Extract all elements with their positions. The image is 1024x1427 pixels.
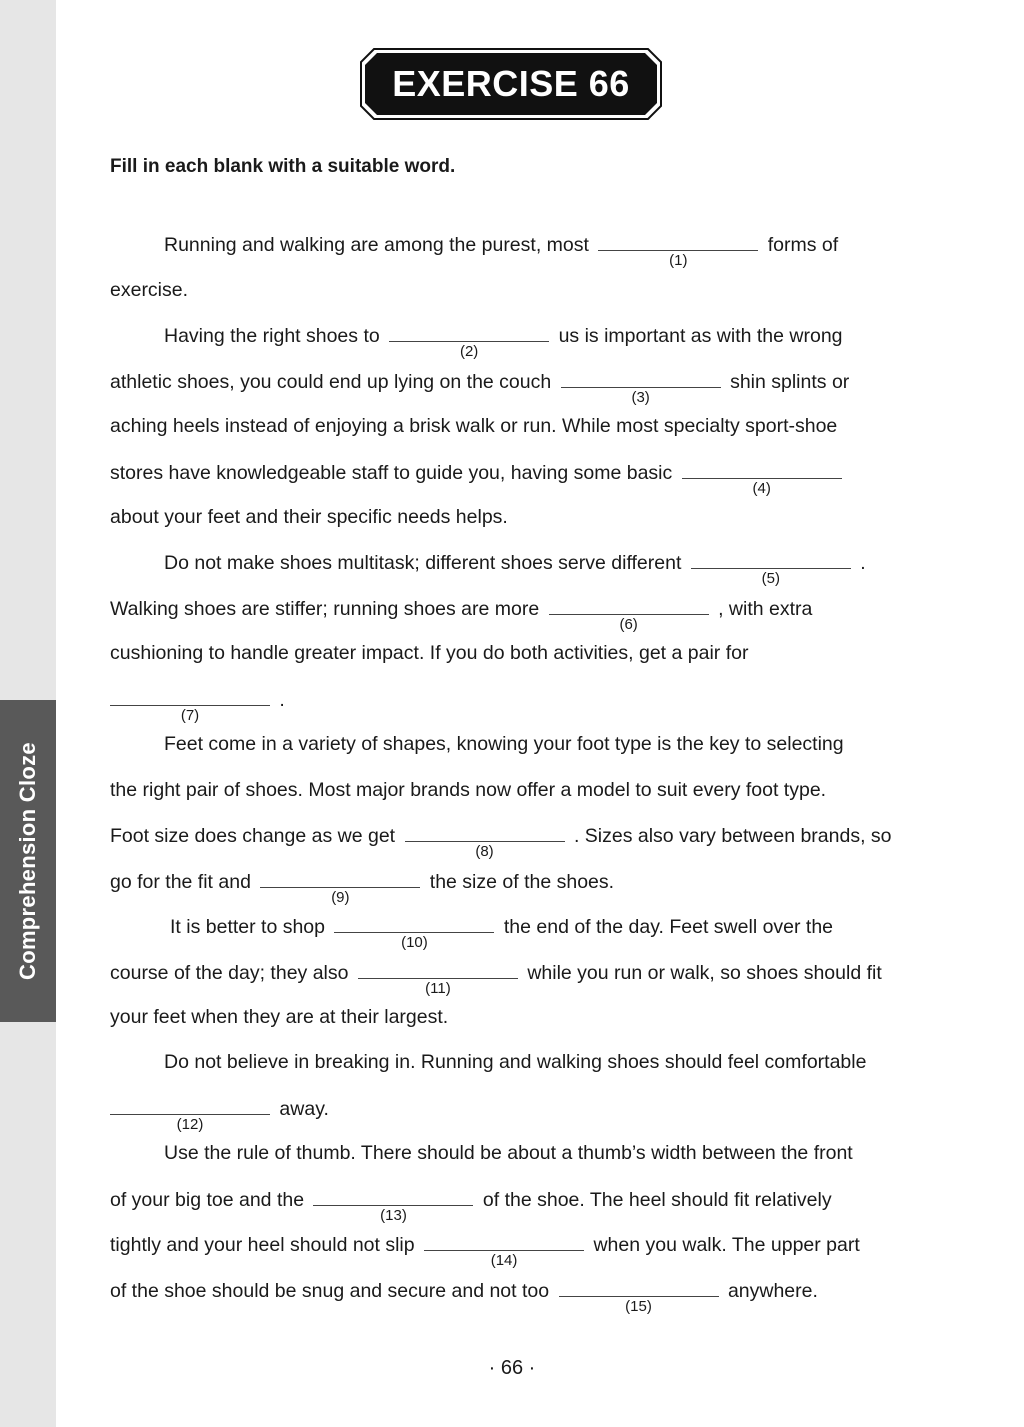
blank-number: (12) xyxy=(176,1116,204,1133)
text-line xyxy=(170,912,914,951)
section-tab-label: Comprehension Cloze xyxy=(15,742,40,980)
text-segment: . Sizes also vary between brands, so xyxy=(573,825,892,847)
text-segment: the end of the day. Feet swell over the xyxy=(503,916,834,938)
blank-number: (14) xyxy=(490,1252,518,1269)
blank-9[interactable] xyxy=(260,867,420,906)
text-segment: athletic shoes, you could end up lying on the couch xyxy=(110,371,552,393)
blank-4[interactable] xyxy=(682,458,842,497)
blank-13[interactable] xyxy=(313,1185,473,1224)
text-line: the right pair of shoes. Most major brands now offer a model to suit every foot type. xyxy=(110,779,827,801)
blank-14[interactable] xyxy=(424,1230,584,1269)
blank-number: (7) xyxy=(180,707,200,724)
text-segment: stores have knowledgeable staff to guide you, having some basic xyxy=(110,462,673,484)
text-line xyxy=(110,958,914,997)
section-tab xyxy=(0,700,56,1022)
text-line xyxy=(164,321,914,360)
text-line: about your feet and their specific needs helps. xyxy=(110,506,508,528)
text-line xyxy=(110,1276,914,1315)
text-line: aching heels instead of enjoying a brisk walk or run. While most specialty sport-shoe xyxy=(110,415,838,437)
text-segment: . xyxy=(860,552,866,574)
blank-8[interactable] xyxy=(405,821,565,860)
blank-7[interactable] xyxy=(110,685,270,724)
text-segment: Walking shoes are stiffer; running shoes are more xyxy=(110,598,540,620)
text-line xyxy=(110,1230,914,1269)
blank-number: (15) xyxy=(625,1298,652,1315)
blank-number: (11) xyxy=(425,980,451,997)
blank-number: (6) xyxy=(619,616,638,633)
text-segment: when you walk. The upper part xyxy=(593,1234,860,1256)
text-line xyxy=(110,867,914,906)
blank-number: (2) xyxy=(459,343,479,360)
text-line xyxy=(110,594,914,633)
blank-3[interactable] xyxy=(561,367,721,406)
exercise-title: EXERCISE 66 xyxy=(392,63,630,104)
text-segment: us is important as with the wrong xyxy=(558,325,843,347)
text-segment: forms of xyxy=(767,234,839,256)
text-segment: go for the fit and xyxy=(110,871,251,893)
text-line xyxy=(110,458,914,497)
text-segment: of your big toe and the xyxy=(110,1189,305,1211)
text-segment: Having the right shoes to xyxy=(164,325,380,347)
text-segment: Foot size does change as we get xyxy=(110,825,396,847)
text-segment: the size of the shoes. xyxy=(429,871,615,893)
text-segment: shin splints or xyxy=(730,371,850,393)
page-number: · 66 · xyxy=(488,1357,536,1379)
text-segment: away. xyxy=(279,1098,329,1120)
blank-number: (8) xyxy=(475,843,494,860)
blank-1[interactable] xyxy=(598,230,758,269)
text-line: cushioning to handle greater impact. If you do both activities, get a pair for xyxy=(110,642,749,664)
text-line xyxy=(110,1094,914,1133)
blank-10[interactable] xyxy=(334,912,494,951)
text-line: exercise. xyxy=(110,279,189,301)
text-segment: Running and walking are among the purest, most xyxy=(164,234,589,256)
text-line: Do not believe in breaking in. Running and walking shoes should feel comfortable xyxy=(164,1051,867,1073)
blank-11[interactable] xyxy=(358,958,518,997)
text-line: Use the rule of thumb. There should be about a thumb’s width between the front xyxy=(164,1142,853,1164)
text-line xyxy=(164,230,914,269)
blank-number: (1) xyxy=(669,252,688,269)
text-segment: of the shoe. The heel should fit relatively xyxy=(482,1189,832,1211)
blank-number: (3) xyxy=(631,389,650,406)
blank-number: (10) xyxy=(401,934,428,951)
text-segment: tightly and your heel should not slip xyxy=(110,1234,415,1256)
text-line xyxy=(110,821,914,860)
blank-6[interactable] xyxy=(549,594,709,633)
blank-number: (9) xyxy=(331,889,350,906)
text-line xyxy=(110,367,914,406)
exercise-title-badge xyxy=(360,48,662,120)
text-segment: course of the day; they also xyxy=(110,962,349,984)
blank-5[interactable] xyxy=(691,548,851,587)
text-line: Feet come in a variety of shapes, knowing your foot type is the key to selecting xyxy=(164,733,844,755)
text-line xyxy=(164,548,914,587)
text-line: your feet when they are at their largest. xyxy=(110,1006,449,1028)
blank-2[interactable] xyxy=(389,321,549,360)
text-line xyxy=(110,1185,914,1224)
blank-number: (13) xyxy=(380,1207,407,1224)
text-segment: Do not make shoes multitask; different shoes serve different xyxy=(164,552,682,574)
blank-number: (5) xyxy=(761,570,780,587)
blank-15[interactable] xyxy=(559,1276,719,1315)
blank-12[interactable] xyxy=(110,1094,270,1133)
text-segment: , with extra xyxy=(718,598,813,620)
text-segment: anywhere. xyxy=(727,1280,818,1302)
text-segment: of the shoe should be snug and secure and not too xyxy=(110,1280,550,1302)
instruction: Fill in each blank with a suitable word. xyxy=(110,156,456,177)
text-segment: It is better to shop xyxy=(170,916,326,938)
blank-number: (4) xyxy=(752,480,771,497)
text-segment: . xyxy=(279,689,285,711)
text-segment: while you run or walk, so shoes should fit xyxy=(527,962,882,984)
text-line xyxy=(110,685,914,724)
